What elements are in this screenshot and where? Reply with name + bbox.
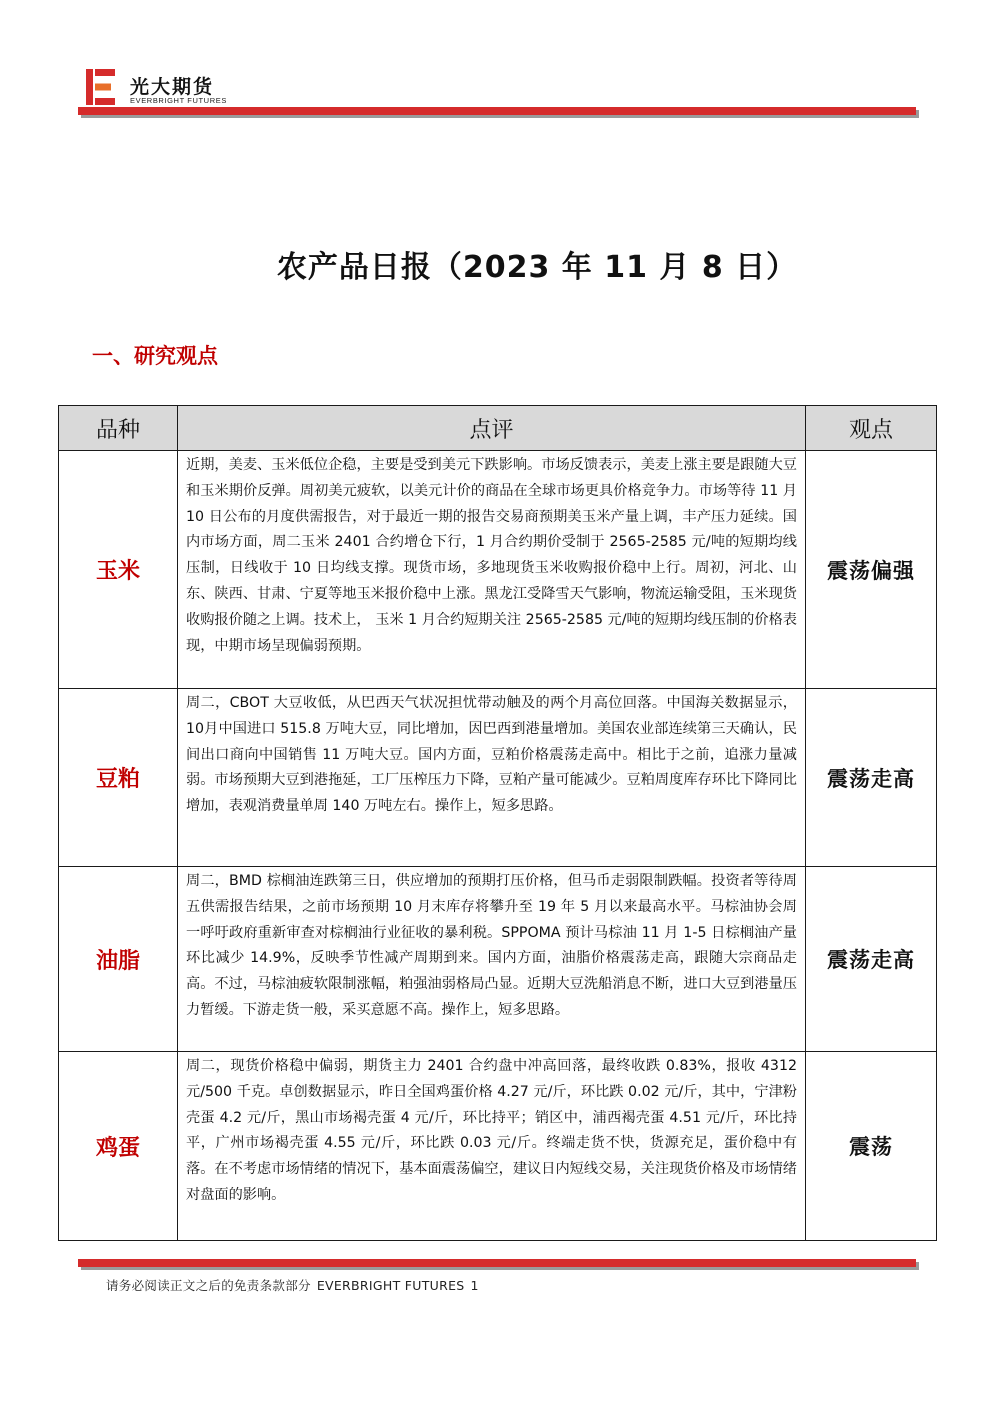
comment-cell: 周二，CBOT 大豆收低，从巴西天气状况担忧带动触及的两个月高位回落。中国海关数据显示，10月中国进口 515.8 万吨大豆，同比增加，因巴西到港量增加。美国农业部连续第三天确认，民间出口商向中国销售 11 万吨大豆。国内方面，豆粕价格震荡走高中。相比于之前，追涨力量减弱。市场预期大豆到港拖延，工厂压榨压力下降，豆粕产量可能减少。豆粕周度库存环比下降同比增加，表观消费量单周 140 万吨左右。操作上，短多思路。 bbox=[178, 689, 806, 867]
view-cell: 震荡走高 bbox=[806, 689, 937, 867]
view-cell: 震荡偏强 bbox=[806, 451, 937, 689]
table-row bbox=[59, 1052, 937, 1241]
comment-cell: 周二，现货价格稳中偏弱，期货主力 2401 合约盘中冲高回落，最终收跌 0.83%，报收 4312 元/500 千克。卓创数据显示，昨日全国鸡蛋价格 4.27 元/斤，环比跌 0.02 元/斤，其中，宁津粉壳蛋 4.2 元/斤，黑山市场褐壳蛋 4 元/斤，环比持平；销区中，浦西褐壳蛋 4.51 元/斤，环比持平，广州市场褐壳蛋 4.55 元/斤，环比跌 0.03 元/斤。终端走货不快，货源充足，蛋价稳中有落。在不考虑市场情绪的情况下，基本面震荡偏空，建议日内短线交易，关注现货价格及市场情绪对盘面的影响。 bbox=[178, 1052, 806, 1241]
variety-cell: 油脂 bbox=[59, 867, 178, 1052]
comment-cell: 近期，美麦、玉米低位企稳，主要是受到美元下跌影响。市场反馈表示，美麦上涨主要是跟随大豆和玉米期价反弹。周初美元疲软，以美元计价的商品在全球市场更具价格竞争力。市场等待 11 月 10 日公布的月度供需报告，对于最近一期的报告交易商预期美玉米产量上调，丰产压力延续。国内市场方面，周二玉米 2401 合约增仓下行，1 月合约期价受制于 2565-2585 元/吨的短期均线压制，日线收于 10 日均线支撑。现货市场，多地现货玉米收购报价稳中上行。周初，河北、山东、陕西、甘肃、宁夏等地玉米报价稳中上涨。黑龙江受降雪天气影响，物流运输受阻，玉米现货收购报价随之上调。技术上， 玉米 1 月合约短期关注 2565-2585 元/吨的短期均线压制的价格表现，中期市场呈现偏弱预期。 bbox=[178, 451, 806, 689]
disclaimer-text: 请务必阅读正文之后的免责条款部分 bbox=[106, 1278, 311, 1293]
footer-company-en: EVERBRIGHT FUTURES bbox=[316, 1278, 465, 1293]
header-divider bbox=[78, 107, 916, 115]
column-header-variety: 品种 bbox=[59, 406, 178, 451]
comment-cell: 周二，BMD 棕榈油连跌第三日，供应增加的预期打压价格，但马币走弱限制跌幅。投资者等待周五供需报告结果，之前市场预期 10 月末库存将攀升至 19 年 5 月以来最高水平。马棕油协会周一呼吁政府重新审查对棕榈油行业征收的暴利税。SPPOMA 预计马棕油 11 月 1-5 日棕榈油产量环比减少 14.9%，反映季节性减产周期到来。国内方面，油脂价格震荡走高，跟随大宗商品走高。不过，马棕油疲软限制涨幅，粕强油弱格局凸显。近期大豆洗船消息不断，进口大豆到港量压力暂缓。下游走货一般，采买意愿不高。操作上，短多思路。 bbox=[178, 867, 806, 1052]
research-view-table bbox=[58, 405, 937, 1241]
column-header-comment: 点评 bbox=[178, 406, 806, 451]
company-name: 光大期货 bbox=[130, 76, 215, 98]
table-row bbox=[59, 451, 937, 689]
table-row bbox=[59, 689, 937, 867]
view-cell: 震荡走高 bbox=[806, 867, 937, 1052]
column-header-view: 观点 bbox=[806, 406, 937, 451]
page-title: 农产品日报（2023 年 11 月 8 日） bbox=[276, 250, 798, 285]
variety-cell: 鸡蛋 bbox=[59, 1052, 178, 1241]
section-heading: 一、研究观点 bbox=[92, 344, 218, 368]
table-header-row bbox=[59, 406, 937, 451]
view-cell: 震荡 bbox=[806, 1052, 937, 1241]
variety-cell: 豆粕 bbox=[59, 689, 178, 867]
variety-cell: 玉米 bbox=[59, 451, 178, 689]
everbright-logo-icon bbox=[86, 69, 116, 105]
company-name-en: EVERBRIGHT FUTURES bbox=[130, 96, 227, 105]
page-number: 1 bbox=[470, 1278, 479, 1293]
page-footer bbox=[106, 1276, 485, 1294]
company-logo bbox=[86, 69, 236, 109]
footer-divider bbox=[78, 1259, 916, 1267]
table-row bbox=[59, 867, 937, 1052]
